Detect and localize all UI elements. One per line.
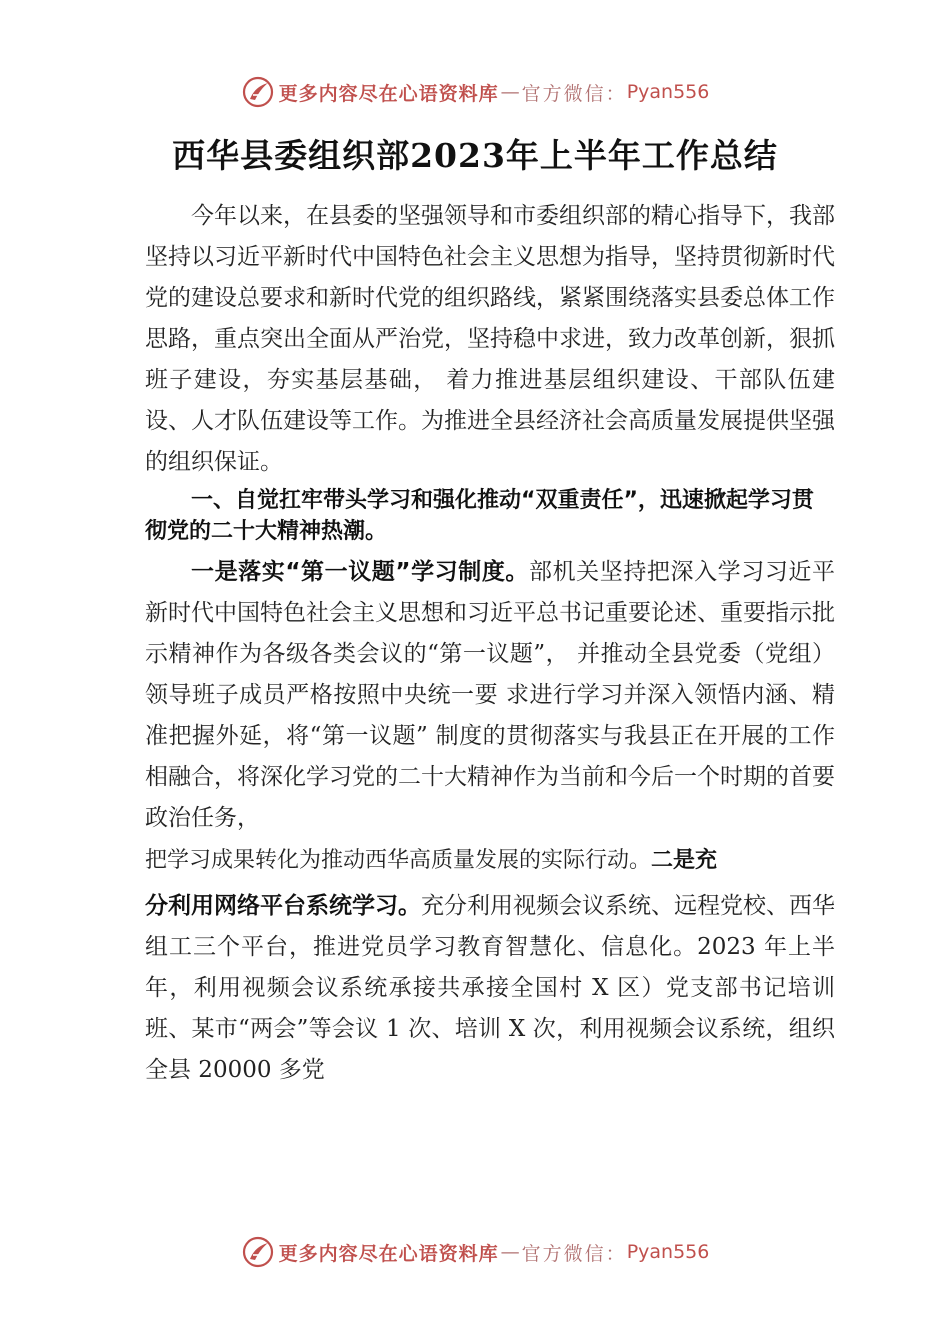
item2-lead-a: 二是充 bbox=[651, 848, 718, 873]
item2-lead-b: 分利用网络平台系统学习。 bbox=[145, 893, 421, 919]
footer-watermark-banner bbox=[0, 1230, 950, 1274]
banner-text: 更多内容尽在心语资料库 bbox=[278, 82, 499, 105]
item2-body: 充分利用视频会议系统、远程党校、西华组工三个平台，推进党员学习教育智慧化、信息化。2023 年上半年，利用视频会议系统承接共承接全国村 X 区）党支部书记培训班、某市“两会”等会议 1 次、培训 X 次，利用视频会议系统，组织全县 20000 多党 bbox=[145, 893, 835, 1083]
banner-text: 更多内容尽在心语资料库 bbox=[278, 1242, 499, 1265]
item1-tail-line bbox=[145, 840, 835, 881]
banner-label: 官方微信： bbox=[521, 1242, 627, 1265]
logo-icon bbox=[241, 1235, 275, 1269]
item1-body: 部机关坚持把深入学习习近平新时代中国特色社会主义思想和习近平总书记重要论述、重要指示批示精神作为各级各类会议的“第一议题”， 并推动全县党委（党组）领导班子成员严格按照中央统一要 求进行学习并深入领悟内涵、精准把握外延，将“第一议题” 制度的贯彻落实与我县正在开展的工作相融合，将深化学习党的二十大精神作为当前和今后一个时期的首要政治任务， bbox=[145, 559, 836, 831]
header-watermark-banner bbox=[0, 70, 950, 114]
item2-paragraph bbox=[145, 886, 835, 1091]
item1-paragraph bbox=[145, 552, 835, 839]
item1-tail: 把学习成果转化为推动西华高质量发展的实际行动。 bbox=[145, 848, 652, 873]
item1-lead: 一是落实“第一议题”学习制度。 bbox=[191, 559, 529, 585]
banner-separator: — bbox=[500, 81, 520, 103]
section-heading: 一、自觉扛牢带头学习和强化推动“双重责任”，迅速掀起学习贯彻党的二十大精神热潮。 bbox=[145, 488, 814, 544]
banner-wechat-id: Pyan556 bbox=[626, 1241, 710, 1263]
intro-paragraph: 今年以来，在县委的坚强领导和市委组织部的精心指导下，我部坚持以习近平新时代中国特色社会主义思想为指导，坚持贯彻新时代党的建设总要求和新时代党的组织路线，紧紧围绕落实县委总体工作思路，重点突出全面从严治党，坚持稳中求进，致力改革创新，狠抓班子建设，夯实基层基础， 着力推进基层组织建设、干部队伍建设、人才队伍建设等工作。为推进全县经济社会高质量发展提供坚强的组织保证。 bbox=[145, 203, 835, 475]
banner-wechat-id: Pyan556 bbox=[626, 81, 710, 103]
banner-separator: — bbox=[500, 1241, 520, 1263]
logo-icon bbox=[241, 75, 275, 109]
banner-label: 官方微信： bbox=[521, 82, 627, 105]
document-title: 西华县委组织部2023年上半年工作总结 bbox=[172, 136, 778, 175]
